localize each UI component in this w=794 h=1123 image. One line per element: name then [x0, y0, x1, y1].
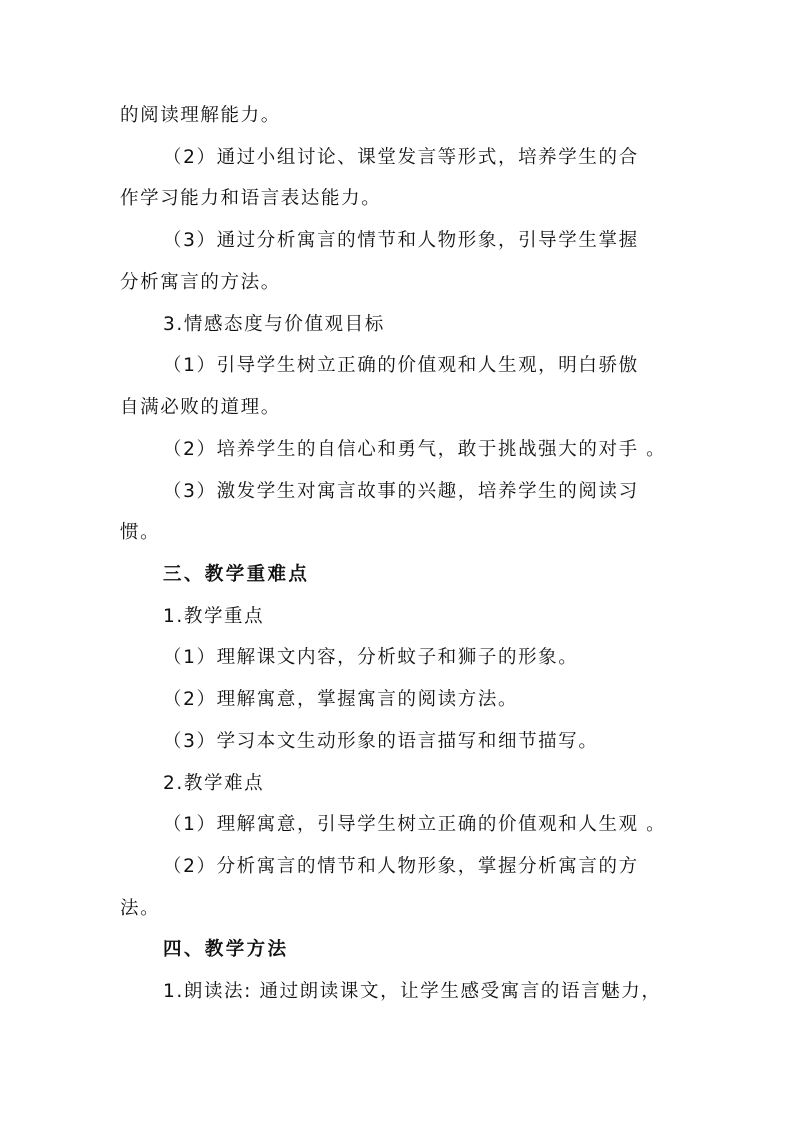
text-line: （3）激发学生对寓言故事的兴趣，培养学生的阅读习: [163, 481, 639, 502]
text-line: （2）理解寓意，掌握寓言的阅读方法。: [163, 689, 519, 710]
text-line: （1）理解寓意，引导学生树立正确的价值观和人生观 。: [163, 814, 667, 835]
text-line: 的阅读理解能力。: [120, 105, 281, 126]
text-line: （3）学习本文生动形象的语言描写和细节描写。: [163, 731, 599, 752]
text-line: 自满必败的道理。: [120, 397, 281, 418]
text-line: （2）培养学生的自信心和勇气，敢于挑战强大的对手 。: [163, 439, 667, 460]
text-line: 分析寓言的方法。: [120, 272, 281, 293]
section-heading: 三、教学重难点: [163, 564, 310, 585]
text-line: （1）理解课文内容，分析蚊子和狮子的形象。: [163, 647, 579, 668]
text-line: 1.朗读法: 通过朗读课文，让学生感受寓言的语言魅力，: [163, 981, 662, 1002]
text-line: 法。: [120, 898, 161, 919]
subheading: 3.情感态度与价值观目标: [163, 314, 385, 335]
section-heading: 四、教学方法: [163, 939, 289, 960]
text-line: （2）分析寓言的情节和人物形象，掌握分析寓言的方: [163, 856, 639, 877]
text-line: （2）通过小组讨论、课堂发言等形式，培养学生的合: [163, 147, 639, 168]
text-line: （1）引导学生树立正确的价值观和人生观，明白骄傲: [163, 355, 639, 376]
subheading: 2.教学难点: [163, 773, 265, 794]
subheading: 1.教学重点: [163, 606, 265, 627]
text-line: 惯。: [120, 522, 161, 543]
text-line: 作学习能力和语言表达能力。: [120, 188, 382, 209]
text-line: （3）通过分析寓言的情节和人物形象，引导学生掌握: [163, 230, 639, 251]
